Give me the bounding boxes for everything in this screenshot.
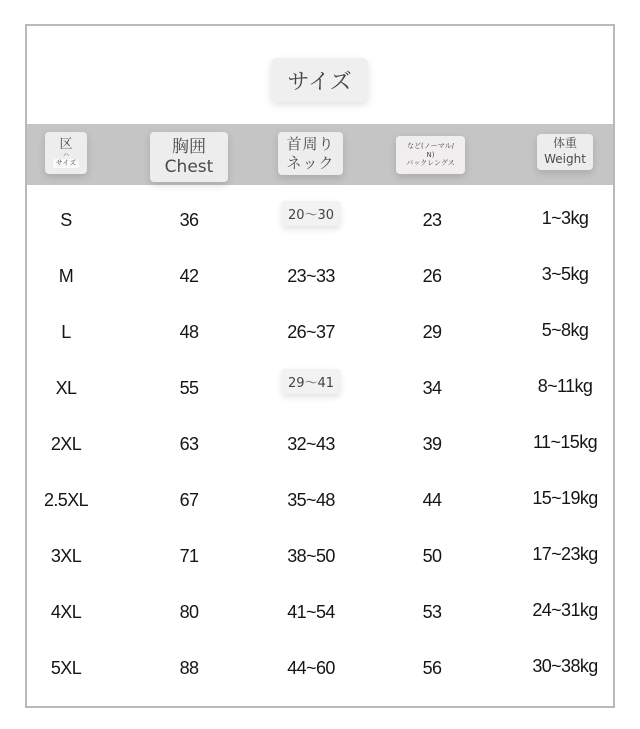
header-back-length bbox=[396, 136, 465, 174]
cell-back: 50 bbox=[422, 545, 442, 566]
cell-back: 44 bbox=[422, 489, 442, 510]
header-size-tag: サイズ bbox=[53, 159, 79, 169]
cell-neck: 32~43 bbox=[287, 433, 335, 454]
header-band bbox=[27, 124, 613, 185]
header-weight bbox=[537, 134, 593, 170]
table-row bbox=[27, 528, 613, 584]
cell-chest: 36 bbox=[179, 209, 199, 230]
header-chest-line1: 胸囲 bbox=[172, 136, 206, 157]
cell-neck bbox=[267, 192, 355, 248]
cell-back: 56 bbox=[422, 657, 442, 678]
cell-back: 53 bbox=[422, 601, 442, 622]
weight-value: 15~19kg bbox=[532, 487, 598, 508]
cell-back: 26 bbox=[422, 265, 442, 286]
cell-weight bbox=[517, 192, 613, 248]
cell-size: 4XL bbox=[50, 601, 82, 622]
cell-weight bbox=[517, 304, 613, 360]
cell-neck bbox=[267, 360, 355, 416]
weight-value: 5~8kg bbox=[541, 319, 589, 340]
cell-size: 2XL bbox=[50, 433, 82, 454]
cell-chest: 63 bbox=[179, 433, 199, 454]
cell-back: 39 bbox=[422, 433, 442, 454]
cell-size: 3XL bbox=[50, 545, 82, 566]
table-row bbox=[27, 472, 613, 528]
cell-chest: 88 bbox=[179, 657, 199, 678]
cell-back: 23 bbox=[422, 209, 442, 230]
cell-chest: 48 bbox=[179, 321, 199, 342]
cell-size: L bbox=[61, 321, 71, 342]
header-neck-line1: 首周り bbox=[286, 134, 335, 153]
header-size-line1: 区 bbox=[59, 136, 73, 152]
cell-chest: 42 bbox=[179, 265, 199, 286]
cell-weight bbox=[517, 472, 613, 528]
weight-value: 17~23kg bbox=[532, 543, 598, 564]
cell-neck: 38~50 bbox=[287, 545, 335, 566]
chart-title: サイズ bbox=[271, 58, 368, 102]
header-size bbox=[45, 132, 87, 174]
weight-value: 3~5kg bbox=[541, 263, 589, 284]
cell-size: XL bbox=[55, 377, 77, 398]
cell-weight bbox=[517, 360, 613, 416]
header-weight-line1: 体重 bbox=[552, 136, 577, 151]
weight-value: 1~3kg bbox=[541, 207, 589, 228]
table-row bbox=[27, 360, 613, 416]
cell-neck: 41~54 bbox=[287, 601, 335, 622]
cell-chest: 55 bbox=[179, 377, 199, 398]
cell-neck: 35~48 bbox=[287, 489, 335, 510]
cell-chest: 71 bbox=[179, 545, 199, 566]
cell-size: 2.5XL bbox=[43, 489, 89, 510]
table-row bbox=[27, 248, 613, 304]
table-row bbox=[27, 192, 613, 248]
cell-back: 34 bbox=[422, 377, 442, 398]
cell-weight bbox=[517, 248, 613, 304]
header-neck-line2: ネック bbox=[286, 153, 335, 172]
cell-neck: 26~37 bbox=[287, 321, 335, 342]
cell-neck: 23~33 bbox=[287, 265, 335, 286]
header-back-line2: N) bbox=[426, 150, 435, 159]
cell-weight bbox=[517, 584, 613, 640]
cell-size: M bbox=[58, 265, 74, 286]
weight-value: 24~31kg bbox=[532, 599, 598, 620]
neck-pill: 20〜30 bbox=[282, 201, 340, 226]
weight-value: 30~38kg bbox=[532, 655, 598, 676]
table-row bbox=[27, 584, 613, 640]
cell-back: 29 bbox=[422, 321, 442, 342]
header-back-line3: バックレングス bbox=[406, 159, 455, 168]
cell-chest: 80 bbox=[179, 601, 199, 622]
size-chart-frame bbox=[25, 24, 615, 708]
header-size-line2: ハ bbox=[62, 151, 69, 159]
header-neck bbox=[278, 132, 343, 175]
cell-weight bbox=[517, 640, 613, 696]
cell-size: S bbox=[60, 209, 72, 230]
header-back-line1: など(ノーマル/ bbox=[407, 141, 454, 150]
weight-value: 8~11kg bbox=[537, 375, 593, 396]
table-row bbox=[27, 416, 613, 472]
cell-chest: 67 bbox=[179, 489, 199, 510]
cell-neck: 44~60 bbox=[287, 657, 335, 678]
header-chest bbox=[150, 132, 228, 182]
neck-pill: 29〜41 bbox=[282, 369, 340, 394]
table-row bbox=[27, 304, 613, 360]
cell-weight bbox=[517, 528, 613, 584]
cell-weight bbox=[517, 416, 613, 472]
header-chest-line2: Chest bbox=[164, 157, 214, 177]
table-row bbox=[27, 640, 613, 696]
cell-size: 5XL bbox=[50, 657, 82, 678]
header-weight-line2: Weight bbox=[544, 152, 586, 166]
weight-value: 11~15kg bbox=[532, 431, 598, 452]
